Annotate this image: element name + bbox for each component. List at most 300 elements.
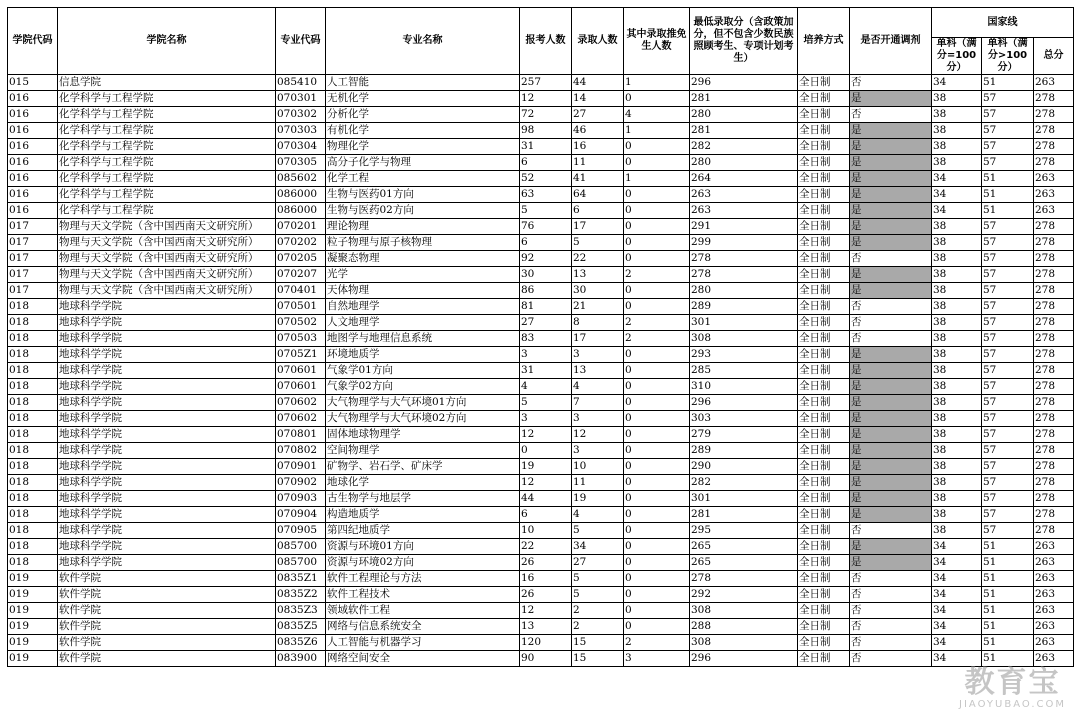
- cell-min-score: 263: [690, 203, 798, 219]
- cell-applicants: 10: [520, 523, 572, 539]
- cell-major-name: 人文地理学: [326, 315, 520, 331]
- cell-major-code: 070801: [276, 427, 326, 443]
- cell-min-score: 285: [690, 363, 798, 379]
- cell-adjustment: 否: [850, 523, 932, 539]
- admission-table: [7, 7, 1074, 667]
- cell-adjustment: 是: [850, 555, 932, 571]
- cell-adjustment: 是: [850, 347, 932, 363]
- cell-recommended: 0: [624, 571, 690, 587]
- cell-adjustment: 否: [850, 635, 932, 651]
- table-row: [8, 411, 1074, 427]
- cell-adjustment: 否: [850, 315, 932, 331]
- cell-major-code: 085602: [276, 171, 326, 187]
- cell-major-name: 凝聚态物理: [326, 251, 520, 267]
- cell-major-code: 070304: [276, 139, 326, 155]
- cell-admitted: 19: [572, 491, 624, 507]
- cell-major-code: 070902: [276, 475, 326, 491]
- cell-study-mode: 全日制: [798, 315, 850, 331]
- cell-school-code: 017: [8, 235, 58, 251]
- cell-total: 278: [1034, 139, 1074, 155]
- table-row: [8, 571, 1074, 587]
- cell-admitted: 13: [572, 267, 624, 283]
- cell-major-name: 有机化学: [326, 123, 520, 139]
- cell-applicants: 16: [520, 571, 572, 587]
- cell-major-code: 083900: [276, 651, 326, 667]
- table-row: [8, 475, 1074, 491]
- cell-major-name: 自然地理学: [326, 299, 520, 315]
- cell-major-code: 070501: [276, 299, 326, 315]
- cell-applicants: 5: [520, 203, 572, 219]
- cell-admitted: 5: [572, 587, 624, 603]
- cell-adjustment: 是: [850, 475, 932, 491]
- cell-school-code: 017: [8, 219, 58, 235]
- cell-study-mode: 全日制: [798, 363, 850, 379]
- cell-admitted: 3: [572, 347, 624, 363]
- cell-school-code: 016: [8, 139, 58, 155]
- cell-total: 263: [1034, 635, 1074, 651]
- cell-school-name: 软件学院: [58, 603, 276, 619]
- cell-min-score: 282: [690, 139, 798, 155]
- cell-admitted: 10: [572, 459, 624, 475]
- cell-study-mode: 全日制: [798, 411, 850, 427]
- cell-major-name: 人工智能与机器学习: [326, 635, 520, 651]
- cell-study-mode: 全日制: [798, 587, 850, 603]
- header-single-over100: 单科（满分>100分）: [982, 38, 1034, 75]
- cell-recommended: 0: [624, 203, 690, 219]
- cell-recommended: 0: [624, 539, 690, 555]
- cell-study-mode: 全日制: [798, 107, 850, 123]
- cell-single-over100: 57: [982, 491, 1034, 507]
- cell-study-mode: 全日制: [798, 523, 850, 539]
- cell-applicants: 3: [520, 411, 572, 427]
- cell-school-code: 019: [8, 587, 58, 603]
- cell-single-over100: 57: [982, 123, 1034, 139]
- cell-total: 278: [1034, 395, 1074, 411]
- cell-single-100: 34: [932, 635, 982, 651]
- cell-major-name: 空间物理学: [326, 443, 520, 459]
- cell-recommended: 0: [624, 91, 690, 107]
- table-row: [8, 219, 1074, 235]
- cell-recommended: 0: [624, 379, 690, 395]
- cell-total: 263: [1034, 619, 1074, 635]
- cell-major-code: 070601: [276, 379, 326, 395]
- cell-adjustment: 是: [850, 507, 932, 523]
- cell-min-score: 301: [690, 315, 798, 331]
- cell-admitted: 44: [572, 75, 624, 91]
- cell-adjustment: 否: [850, 587, 932, 603]
- cell-min-score: 289: [690, 443, 798, 459]
- cell-study-mode: 全日制: [798, 331, 850, 347]
- cell-single-100: 38: [932, 459, 982, 475]
- cell-major-name: 地球化学: [326, 475, 520, 491]
- watermark-logo: [959, 667, 1066, 711]
- cell-total: 278: [1034, 283, 1074, 299]
- cell-study-mode: 全日制: [798, 395, 850, 411]
- cell-study-mode: 全日制: [798, 123, 850, 139]
- cell-adjustment: 是: [850, 187, 932, 203]
- table-row: [8, 139, 1074, 155]
- cell-admitted: 46: [572, 123, 624, 139]
- cell-adjustment: 是: [850, 219, 932, 235]
- cell-applicants: 22: [520, 539, 572, 555]
- cell-school-code: 018: [8, 379, 58, 395]
- cell-major-code: 070205: [276, 251, 326, 267]
- cell-recommended: 0: [624, 347, 690, 363]
- cell-adjustment: 是: [850, 459, 932, 475]
- table-row: [8, 491, 1074, 507]
- cell-school-name: 化学科学与工程学院: [58, 187, 276, 203]
- cell-min-score: 308: [690, 603, 798, 619]
- cell-major-name: 软件工程理论与方法: [326, 571, 520, 587]
- cell-major-name: 气象学01方向: [326, 363, 520, 379]
- cell-major-name: 矿物学、岩石学、矿床学: [326, 459, 520, 475]
- cell-adjustment: 是: [850, 203, 932, 219]
- table-row: [8, 651, 1074, 667]
- cell-total: 263: [1034, 651, 1074, 667]
- cell-min-score: 278: [690, 267, 798, 283]
- cell-applicants: 12: [520, 603, 572, 619]
- table-row: [8, 619, 1074, 635]
- cell-recommended: 0: [624, 395, 690, 411]
- header-study-mode: 培养方式: [798, 8, 850, 75]
- cell-single-100: 38: [932, 523, 982, 539]
- cell-study-mode: 全日制: [798, 491, 850, 507]
- cell-applicants: 52: [520, 171, 572, 187]
- cell-school-code: 016: [8, 91, 58, 107]
- cell-admitted: 15: [572, 635, 624, 651]
- cell-min-score: 293: [690, 347, 798, 363]
- cell-min-score: 265: [690, 539, 798, 555]
- cell-adjustment: 是: [850, 427, 932, 443]
- cell-single-over100: 57: [982, 91, 1034, 107]
- cell-major-code: 070207: [276, 267, 326, 283]
- cell-school-code: 016: [8, 187, 58, 203]
- cell-single-100: 34: [932, 539, 982, 555]
- cell-single-over100: 51: [982, 603, 1034, 619]
- cell-admitted: 30: [572, 283, 624, 299]
- cell-study-mode: 全日制: [798, 443, 850, 459]
- cell-major-code: 070201: [276, 219, 326, 235]
- cell-total: 263: [1034, 203, 1074, 219]
- cell-total: 278: [1034, 299, 1074, 315]
- cell-school-code: 018: [8, 507, 58, 523]
- cell-study-mode: 全日制: [798, 75, 850, 91]
- cell-study-mode: 全日制: [798, 235, 850, 251]
- cell-single-100: 38: [932, 491, 982, 507]
- cell-school-name: 物理与天文学院（含中国西南天文研究所）: [58, 283, 276, 299]
- table-body: [8, 75, 1074, 667]
- cell-school-name: 地球科学学院: [58, 315, 276, 331]
- cell-admitted: 3: [572, 411, 624, 427]
- cell-admitted: 4: [572, 507, 624, 523]
- cell-applicants: 12: [520, 427, 572, 443]
- cell-min-score: 290: [690, 459, 798, 475]
- cell-school-name: 化学科学与工程学院: [58, 155, 276, 171]
- cell-applicants: 90: [520, 651, 572, 667]
- cell-admitted: 22: [572, 251, 624, 267]
- cell-admitted: 5: [572, 523, 624, 539]
- cell-school-name: 地球科学学院: [58, 523, 276, 539]
- cell-admitted: 11: [572, 475, 624, 491]
- cell-applicants: 86: [520, 283, 572, 299]
- cell-adjustment: 是: [850, 267, 932, 283]
- cell-single-100: 38: [932, 299, 982, 315]
- cell-study-mode: 全日制: [798, 155, 850, 171]
- cell-single-100: 38: [932, 315, 982, 331]
- cell-single-over100: 51: [982, 571, 1034, 587]
- table-row: [8, 251, 1074, 267]
- cell-single-over100: 57: [982, 363, 1034, 379]
- cell-admitted: 5: [572, 571, 624, 587]
- cell-admitted: 5: [572, 235, 624, 251]
- cell-admitted: 27: [572, 555, 624, 571]
- cell-total: 278: [1034, 459, 1074, 475]
- cell-single-100: 34: [932, 203, 982, 219]
- cell-major-code: 070602: [276, 411, 326, 427]
- table-row: [8, 539, 1074, 555]
- cell-major-name: 大气物理学与大气环境01方向: [326, 395, 520, 411]
- cell-school-name: 化学科学与工程学院: [58, 123, 276, 139]
- cell-study-mode: 全日制: [798, 459, 850, 475]
- cell-recommended: 1: [624, 75, 690, 91]
- cell-total: 278: [1034, 347, 1074, 363]
- cell-single-over100: 57: [982, 475, 1034, 491]
- cell-major-code: 070303: [276, 123, 326, 139]
- cell-study-mode: 全日制: [798, 571, 850, 587]
- cell-single-over100: 57: [982, 251, 1034, 267]
- cell-study-mode: 全日制: [798, 91, 850, 107]
- cell-adjustment: 是: [850, 539, 932, 555]
- cell-recommended: 2: [624, 267, 690, 283]
- cell-admitted: 7: [572, 395, 624, 411]
- cell-total: 278: [1034, 235, 1074, 251]
- cell-applicants: 76: [520, 219, 572, 235]
- cell-school-name: 地球科学学院: [58, 299, 276, 315]
- cell-school-name: 地球科学学院: [58, 363, 276, 379]
- cell-recommended: 0: [624, 427, 690, 443]
- table-row: [8, 267, 1074, 283]
- cell-admitted: 27: [572, 107, 624, 123]
- cell-applicants: 31: [520, 363, 572, 379]
- cell-recommended: 0: [624, 475, 690, 491]
- cell-school-name: 地球科学学院: [58, 459, 276, 475]
- cell-school-name: 地球科学学院: [58, 475, 276, 491]
- cell-school-code: 016: [8, 107, 58, 123]
- cell-recommended: 2: [624, 331, 690, 347]
- cell-applicants: 26: [520, 555, 572, 571]
- cell-adjustment: 是: [850, 379, 932, 395]
- cell-single-100: 38: [932, 283, 982, 299]
- cell-total: 278: [1034, 219, 1074, 235]
- cell-adjustment: 否: [850, 331, 932, 347]
- header-adjustment: 是否开通调剂: [850, 8, 932, 75]
- table-row: [8, 587, 1074, 603]
- cell-total: 278: [1034, 267, 1074, 283]
- cell-school-name: 软件学院: [58, 619, 276, 635]
- table-row: [8, 75, 1074, 91]
- cell-single-100: 38: [932, 155, 982, 171]
- cell-single-100: 38: [932, 331, 982, 347]
- cell-study-mode: 全日制: [798, 507, 850, 523]
- cell-major-name: 化学工程: [326, 171, 520, 187]
- cell-recommended: 0: [624, 603, 690, 619]
- cell-single-over100: 57: [982, 395, 1034, 411]
- cell-school-name: 地球科学学院: [58, 491, 276, 507]
- cell-min-score: 280: [690, 107, 798, 123]
- cell-adjustment: 是: [850, 363, 932, 379]
- cell-major-name: 大气物理学与大气环境02方向: [326, 411, 520, 427]
- cell-study-mode: 全日制: [798, 267, 850, 283]
- cell-admitted: 14: [572, 91, 624, 107]
- cell-school-code: 017: [8, 267, 58, 283]
- cell-single-over100: 57: [982, 347, 1034, 363]
- cell-school-name: 地球科学学院: [58, 443, 276, 459]
- cell-study-mode: 全日制: [798, 299, 850, 315]
- cell-recommended: 2: [624, 315, 690, 331]
- cell-recommended: 0: [624, 507, 690, 523]
- cell-applicants: 19: [520, 459, 572, 475]
- cell-major-name: 天体物理: [326, 283, 520, 299]
- cell-single-100: 38: [932, 219, 982, 235]
- cell-single-over100: 57: [982, 411, 1034, 427]
- cell-school-code: 019: [8, 571, 58, 587]
- cell-adjustment: 否: [850, 75, 932, 91]
- cell-adjustment: 是: [850, 283, 932, 299]
- cell-school-code: 018: [8, 523, 58, 539]
- cell-single-over100: 57: [982, 507, 1034, 523]
- cell-admitted: 17: [572, 219, 624, 235]
- cell-school-name: 化学科学与工程学院: [58, 91, 276, 107]
- cell-min-score: 278: [690, 251, 798, 267]
- cell-recommended: 0: [624, 619, 690, 635]
- cell-major-code: 085700: [276, 555, 326, 571]
- cell-admitted: 15: [572, 651, 624, 667]
- cell-adjustment: 是: [850, 155, 932, 171]
- cell-major-name: 网络与信息系统安全: [326, 619, 520, 635]
- cell-total: 278: [1034, 331, 1074, 347]
- cell-major-code: 0835Z3: [276, 603, 326, 619]
- cell-total: 278: [1034, 491, 1074, 507]
- cell-total: 278: [1034, 123, 1074, 139]
- cell-total: 278: [1034, 155, 1074, 171]
- cell-school-name: 地球科学学院: [58, 411, 276, 427]
- cell-school-name: 软件学院: [58, 651, 276, 667]
- cell-total: 263: [1034, 571, 1074, 587]
- cell-recommended: 0: [624, 139, 690, 155]
- cell-single-over100: 51: [982, 635, 1034, 651]
- cell-min-score: 279: [690, 427, 798, 443]
- cell-study-mode: 全日制: [798, 427, 850, 443]
- cell-adjustment: 是: [850, 395, 932, 411]
- cell-school-code: 016: [8, 123, 58, 139]
- cell-major-name: 生物与医药02方向: [326, 203, 520, 219]
- cell-single-over100: 57: [982, 523, 1034, 539]
- cell-school-name: 软件学院: [58, 571, 276, 587]
- cell-single-100: 34: [932, 171, 982, 187]
- cell-major-name: 地图学与地理信息系统: [326, 331, 520, 347]
- cell-school-name: 物理与天文学院（含中国西南天文研究所）: [58, 251, 276, 267]
- cell-major-name: 光学: [326, 267, 520, 283]
- cell-recommended: 0: [624, 155, 690, 171]
- cell-single-over100: 57: [982, 379, 1034, 395]
- cell-single-100: 34: [932, 619, 982, 635]
- cell-min-score: 280: [690, 155, 798, 171]
- cell-applicants: 12: [520, 91, 572, 107]
- cell-admitted: 41: [572, 171, 624, 187]
- header-single-100: 单科（满分=100分）: [932, 38, 982, 75]
- cell-school-name: 软件学院: [58, 635, 276, 651]
- cell-min-score: 308: [690, 635, 798, 651]
- cell-single-over100: 51: [982, 587, 1034, 603]
- cell-total: 263: [1034, 603, 1074, 619]
- cell-min-score: 281: [690, 507, 798, 523]
- cell-school-code: 018: [8, 539, 58, 555]
- cell-admitted: 64: [572, 187, 624, 203]
- cell-recommended: 0: [624, 187, 690, 203]
- cell-single-over100: 57: [982, 283, 1034, 299]
- cell-school-code: 015: [8, 75, 58, 91]
- table-row: [8, 203, 1074, 219]
- cell-single-over100: 51: [982, 651, 1034, 667]
- cell-major-name: 固体地球物理学: [326, 427, 520, 443]
- cell-applicants: 98: [520, 123, 572, 139]
- cell-major-code: 070802: [276, 443, 326, 459]
- cell-single-100: 38: [932, 411, 982, 427]
- cell-admitted: 13: [572, 363, 624, 379]
- cell-major-name: 生物与医药01方向: [326, 187, 520, 203]
- header-major-code: 专业代码: [276, 8, 326, 75]
- cell-min-score: 281: [690, 91, 798, 107]
- cell-major-name: 人工智能: [326, 75, 520, 91]
- cell-study-mode: 全日制: [798, 475, 850, 491]
- cell-major-code: 070301: [276, 91, 326, 107]
- cell-school-name: 化学科学与工程学院: [58, 139, 276, 155]
- cell-applicants: 6: [520, 235, 572, 251]
- cell-major-code: 070602: [276, 395, 326, 411]
- cell-total: 278: [1034, 443, 1074, 459]
- cell-school-name: 物理与天文学院（含中国西南天文研究所）: [58, 219, 276, 235]
- cell-single-100: 38: [932, 507, 982, 523]
- cell-major-code: 070302: [276, 107, 326, 123]
- cell-school-name: 物理与天文学院（含中国西南天文研究所）: [58, 235, 276, 251]
- cell-school-name: 物理与天文学院（含中国西南天文研究所）: [58, 267, 276, 283]
- cell-major-name: 领域软件工程: [326, 603, 520, 619]
- cell-school-name: 地球科学学院: [58, 395, 276, 411]
- cell-single-100: 38: [932, 139, 982, 155]
- cell-adjustment: 是: [850, 91, 932, 107]
- cell-adjustment: 否: [850, 651, 932, 667]
- cell-min-score: 278: [690, 571, 798, 587]
- table-row: [8, 299, 1074, 315]
- cell-school-code: 016: [8, 203, 58, 219]
- header-national-line: 国家线: [932, 8, 1074, 38]
- cell-major-code: 0705Z1: [276, 347, 326, 363]
- cell-recommended: 1: [624, 123, 690, 139]
- cell-total: 263: [1034, 555, 1074, 571]
- cell-recommended: 0: [624, 251, 690, 267]
- header-applicants: 报考人数: [520, 8, 572, 75]
- cell-total: 278: [1034, 507, 1074, 523]
- table-header: [8, 8, 1074, 75]
- table-row: [8, 315, 1074, 331]
- cell-total: 278: [1034, 91, 1074, 107]
- cell-school-code: 018: [8, 427, 58, 443]
- cell-admitted: 21: [572, 299, 624, 315]
- header-min-score: 最低录取分（含政策加分，但不包含少数民族照顾考生、专项计划考生）: [690, 8, 798, 75]
- cell-admitted: 8: [572, 315, 624, 331]
- cell-admitted: 11: [572, 155, 624, 171]
- header-recommended: 其中录取推免生人数: [624, 8, 690, 75]
